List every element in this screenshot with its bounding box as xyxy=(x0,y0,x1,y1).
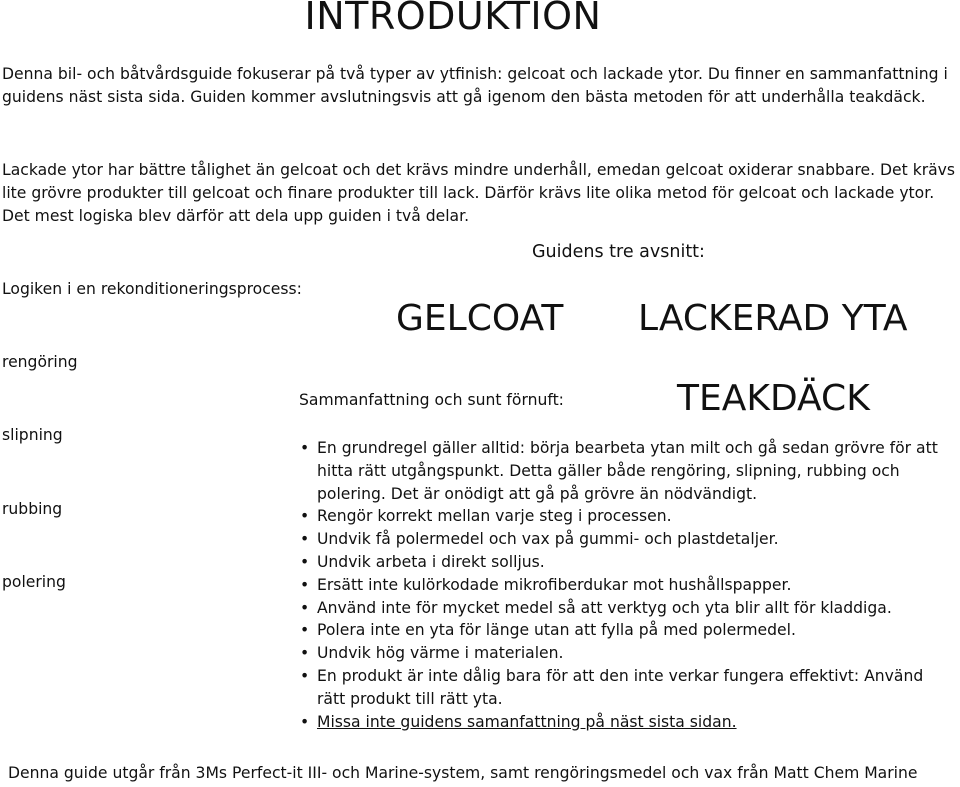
process-step-slipning: slipning xyxy=(2,426,63,444)
bullet-icon: • xyxy=(300,507,310,526)
summary-item: • Ersätt inte kulörkodade mikrofiberdukar mot hushållspapper. xyxy=(298,574,938,597)
bullet-icon: • xyxy=(300,598,310,617)
intro-paragraph-2: Lackade ytor har bättre tålighet än gelcoat och det krävs mindre underhåll, emedan gelcoat oxiderar snabbare. Det krävs lite grövre produkter till gelcoat och finare produkter till lack. Därför krävs lite olika metod för gelcoat och lackade ytor. Det mest logiska blev därför att dela upp guiden i två delar. xyxy=(2,161,956,225)
summary-item: • Polera inte en yta för länge utan att fylla på med polermedel. xyxy=(298,619,938,642)
sections-heading: Guidens tre avsnitt: xyxy=(532,242,705,262)
bullet-icon: • xyxy=(300,712,310,731)
process-step-rengoring: rengöring xyxy=(2,353,78,371)
summary-item: • Undvik få polermedel och vax på gummi- och plastdetaljer. xyxy=(298,528,938,551)
section-gelcoat: GELCOAT xyxy=(396,298,564,339)
process-logic-heading: Logiken i en rekonditioneringsprocess: xyxy=(2,280,302,298)
summary-page-link[interactable]: Missa inte guidens samanfattning på näst sista sidan. xyxy=(317,712,737,731)
summary-list xyxy=(298,437,938,733)
summary-link-item[interactable] xyxy=(298,711,938,734)
summary-item: • Undvik arbeta i direkt solljus. xyxy=(298,551,938,574)
bullet-icon: • xyxy=(300,530,310,549)
footer-note: Denna guide utgår från 3Ms Perfect-it III- och Marine-system, samt rengöringsmedel och vax från Matt Chem Marine xyxy=(8,764,918,782)
summary-item: • En produkt är inte dålig bara för att den inte verkar fungera effektivt: Använd rätt produkt till rätt yta. xyxy=(300,666,924,708)
section-teakdack: TEAKDÄCK xyxy=(677,378,870,419)
section-lackerad-yta: LACKERAD YTA xyxy=(638,298,908,339)
bullet-icon: • xyxy=(300,666,310,685)
summary-heading: Sammanfattning och sunt förnuft: xyxy=(299,391,564,409)
bullet-icon: • xyxy=(300,552,310,571)
bullet-icon: • xyxy=(300,575,310,594)
bullet-icon: • xyxy=(300,644,310,663)
summary-item: • Undvik hög värme i materialen. xyxy=(298,642,938,665)
bullet-icon: • xyxy=(300,621,310,640)
intro-paragraph-1: Denna bil- och båtvårdsguide fokuserar på två typer av ytfinish: gelcoat och lackade ytor. Du finner en sammanfattning i guidens näst sista sida. Guiden kommer avslutningsvis att gå igenom den bästa metoden för att underhålla teakdäck. xyxy=(2,65,948,106)
page-title: INTRODUKTION xyxy=(304,0,602,38)
summary-item: • Rengör korrekt mellan varje steg i processen. xyxy=(298,505,938,528)
bullet-icon: • xyxy=(300,439,310,457)
process-step-rubbing: rubbing xyxy=(2,500,63,518)
summary-item: • Använd inte för mycket medel så att verktyg och yta blir allt för kladdiga. xyxy=(298,597,938,620)
process-step-polering: polering xyxy=(2,573,66,591)
summary-item: • En grundregel gäller alltid: börja bearbeta ytan milt och gå sedan grövre för att hitta rätt utgångspunkt. Detta gäller både rengöring, slipning, rubbing och polering. Det är onödigt att gå på grövre än nödvändigt. xyxy=(300,439,938,503)
